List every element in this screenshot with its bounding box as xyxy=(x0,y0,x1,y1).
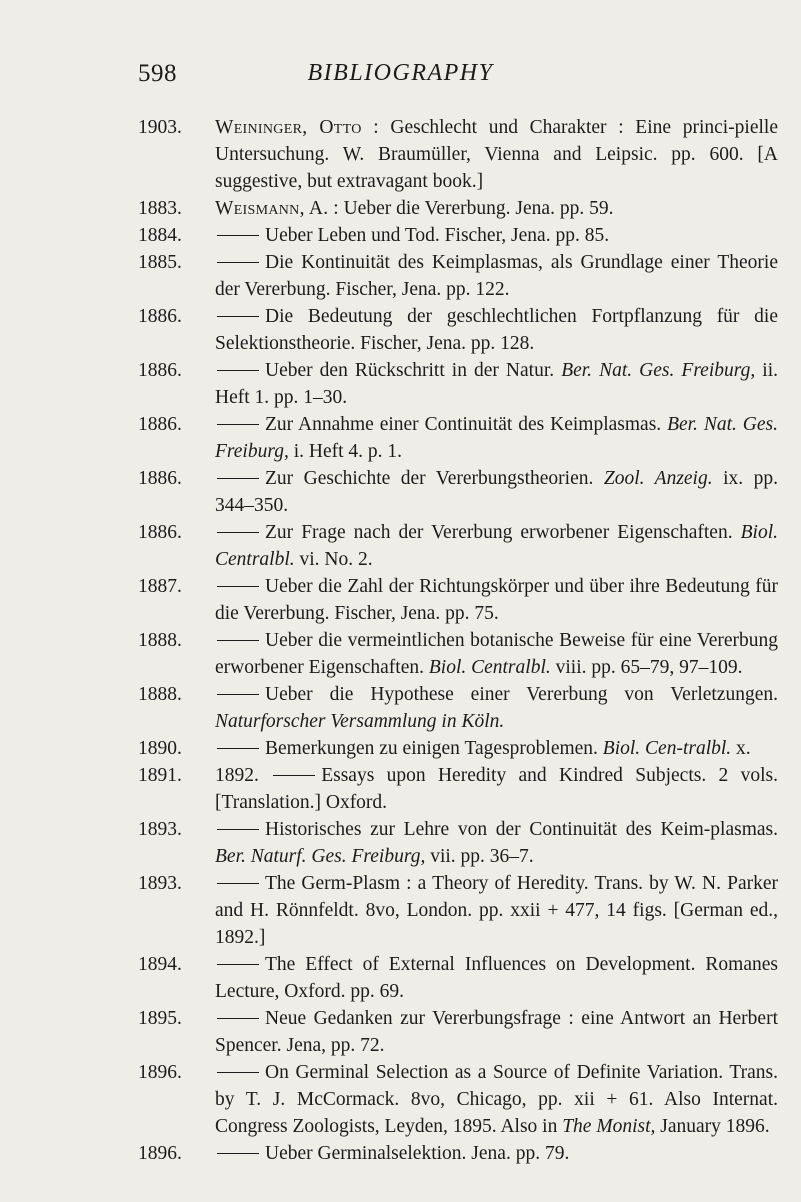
ditto-dash xyxy=(217,235,259,236)
bibliography-entry xyxy=(138,681,778,735)
entry-text xyxy=(215,114,778,195)
entry-journal: Zool. Anzeig. xyxy=(603,468,713,489)
entry-title: Essays upon Heredity and Kindred Subjects. 2 vols. [Translation.] Oxford. xyxy=(215,765,778,813)
entry-title: Zur Annahme einer Continuität des Keimplasmas. xyxy=(265,414,662,435)
entry-year: 1883. xyxy=(138,198,182,219)
entry-year: 1886. xyxy=(138,522,182,543)
entry-journal: Biol. Centralbl. xyxy=(428,657,551,678)
entry-journal: Biol. Cen-tralbl. xyxy=(602,738,732,759)
author-separator: : xyxy=(328,198,344,219)
entry-year: 1895. xyxy=(138,1008,182,1029)
entry-title: Ueber die Vererbung. Jena. pp. 59. xyxy=(343,198,614,219)
ditto-dash xyxy=(217,694,259,695)
entry-details: viii. pp. 65–79, 97–109. xyxy=(550,657,743,678)
entry-title: Ueber die Zahl der Richtungskörper und über ihre Bedeutung für die Vererbung. Fischer, Jena. pp. 75. xyxy=(215,576,778,624)
entry-details: vii. pp. 36–7. xyxy=(425,846,534,867)
ditto-dash xyxy=(217,532,259,533)
entry-title: Die Kontinuität des Keimplasmas, als Grundlage einer Theorie der Vererbung. Fischer, Jena. pp. 122. xyxy=(215,252,778,300)
bibliography-entry xyxy=(138,249,778,303)
ditto-dash xyxy=(217,262,259,263)
bibliography-entry xyxy=(138,870,778,951)
entry-year: 1885. xyxy=(138,252,182,273)
entry-author: Weininger, Otto xyxy=(215,117,362,138)
bibliography-entry xyxy=(138,411,778,465)
bibliography-entry xyxy=(138,465,778,519)
entry-journal: Ber. Naturf. Ges. Freiburg, xyxy=(215,846,426,867)
entry-title: Zur Geschichte der Vererbungstheorien. xyxy=(265,468,594,489)
ditto-dash xyxy=(217,1018,259,1019)
bibliography-entry xyxy=(138,627,778,681)
entry-title: Die Bedeutung der geschlechtlichen Fortpflanzung für die Selektionstheorie. Fischer, Jena. pp. 128. xyxy=(215,306,778,354)
entry-title: Ueber die Hypothese einer Vererbung von Verletzungen. xyxy=(265,684,778,705)
bibliography-entry xyxy=(138,1140,778,1167)
bibliography-list xyxy=(138,114,778,1167)
entry-title: Bemerkungen zu einigen Tagesproblemen. xyxy=(265,738,598,759)
entry-details: vi. No. 2. xyxy=(294,549,373,570)
ditto-dash xyxy=(217,640,259,641)
ditto-dash xyxy=(217,1153,259,1154)
ditto-dash xyxy=(217,829,259,830)
entry-title: The Germ-Plasm : a Theory of Heredity. Trans. by W. N. Parker and H. Rönnfeldt. 8vo, London. pp. xxii + 477, 14 figs. [German ed., 1892.] xyxy=(215,873,778,948)
ditto-dash xyxy=(217,478,259,479)
entry-title: Neue Gedanken zur Vererbungsfrage : eine Antwort an Herbert Spencer. Jena, pp. 72. xyxy=(215,1008,778,1056)
ditto-dash xyxy=(217,964,259,965)
entry-year: 1903. xyxy=(138,117,182,138)
entry-text xyxy=(215,1005,778,1059)
ditto-dash xyxy=(217,1072,259,1073)
entry-text xyxy=(215,816,778,870)
entry-author: Weismann, A. xyxy=(215,198,329,219)
entry-year: 1888. xyxy=(138,630,182,651)
bibliography-entry xyxy=(138,1005,778,1059)
entry-year: 1888. xyxy=(138,684,182,705)
bibliography-entry xyxy=(138,735,778,762)
entry-year: 1894. xyxy=(138,954,182,975)
entry-title: Ueber Leben und Tod. Fischer, Jena. pp. 85. xyxy=(265,225,610,246)
running-head-title: BIBLIOGRAPHY xyxy=(307,60,494,86)
entry-extra-year: 1892. xyxy=(215,765,272,786)
bibliography-entry xyxy=(138,816,778,870)
entry-year: 1893. xyxy=(138,873,182,894)
entry-title: Ueber Germinalselektion. Jena. pp. 79. xyxy=(265,1143,570,1164)
bibliography-entry xyxy=(138,1059,778,1140)
entry-text xyxy=(215,1140,778,1167)
entry-title: The Effect of External Influences on Development. Romanes Lecture, Oxford. pp. 69. xyxy=(215,954,778,1002)
bibliography-entry xyxy=(138,951,778,1005)
entry-text xyxy=(215,303,778,357)
bibliography-entry xyxy=(138,519,778,573)
entry-text xyxy=(215,357,778,411)
entry-title: Zur Frage nach der Vererbung erworbener Eigenschaften. xyxy=(265,522,733,543)
entry-details: January 1896. xyxy=(655,1116,770,1137)
entry-text xyxy=(215,222,778,249)
bibliography-entry xyxy=(138,222,778,249)
entry-text xyxy=(215,249,778,303)
page-number: 598 xyxy=(138,60,177,87)
entry-year: 1891. xyxy=(138,765,182,786)
ditto-dash xyxy=(273,775,315,776)
bibliography-entry xyxy=(138,114,778,195)
ditto-dash xyxy=(217,586,259,587)
bibliography-entry xyxy=(138,573,778,627)
bibliography-entry xyxy=(138,303,778,357)
entry-text xyxy=(215,573,778,627)
entry-year: 1896. xyxy=(138,1062,182,1083)
ditto-dash xyxy=(217,316,259,317)
entry-text xyxy=(215,870,778,951)
entry-title: Historisches zur Lehre von der Continuität des Keim-plasmas. xyxy=(265,819,778,840)
entry-journal: Biol. Centralbl. xyxy=(215,522,779,570)
entry-year: 1886. xyxy=(138,468,182,489)
entry-text xyxy=(215,411,778,465)
ditto-dash xyxy=(217,370,259,371)
entry-details: ii. Heft 1. pp. 1–30. xyxy=(215,360,778,408)
ditto-dash xyxy=(217,424,259,425)
bibliography-entry xyxy=(138,762,778,816)
entry-title: Ueber den Rückschritt in der Natur. xyxy=(265,360,555,381)
entry-text xyxy=(215,762,778,816)
entry-journal: Naturforscher Versammlung in Köln. xyxy=(215,711,505,732)
ditto-dash xyxy=(217,883,259,884)
entry-title: Ueber die vermeintlichen botanische Beweise für eine Vererbung erworbener Eigenschaften. xyxy=(215,630,778,678)
entry-journal: Ber. Nat. Ges. Freiburg, xyxy=(561,360,756,381)
entry-text xyxy=(215,951,778,1005)
entry-details: x. xyxy=(731,738,751,759)
entry-year: 1893. xyxy=(138,819,182,840)
entry-details: i. Heft 4. p. 1. xyxy=(288,441,403,462)
bibliography-entry xyxy=(138,357,778,411)
entry-text xyxy=(215,735,778,762)
bibliography-entry xyxy=(138,195,778,222)
entry-text xyxy=(215,465,778,519)
entry-text xyxy=(215,195,778,222)
entry-year: 1886. xyxy=(138,306,182,327)
entry-journal: The Monist, xyxy=(562,1116,656,1137)
entry-text xyxy=(215,1059,778,1140)
entry-year: 1886. xyxy=(138,414,182,435)
ditto-dash xyxy=(217,748,259,749)
entry-details: ix. pp. 344–350. xyxy=(215,468,779,516)
entry-title: On Germinal Selection as a Source of Definite Variation. Trans. by T. J. McCormack. 8vo, Chicago, pp. xii + 61. Also Internat. Congress Zoologists, Leyden, 1895. Also in xyxy=(215,1062,778,1137)
entry-year: 1890. xyxy=(138,738,182,759)
entry-title: Geschlecht und Charakter : Eine princi-pielle Untersuchung. W. Braumüller, Vienna and Leipsic. pp. 600. [A suggestive, but extravagant book.] xyxy=(215,117,778,192)
author-separator: : xyxy=(361,117,391,138)
entry-text xyxy=(215,519,778,573)
entry-year: 1896. xyxy=(138,1143,182,1164)
entry-year: 1887. xyxy=(138,576,182,597)
entry-journal: Ber. Nat. Ges. Freiburg, xyxy=(215,414,778,462)
entry-year: 1886. xyxy=(138,360,182,381)
entry-year: 1884. xyxy=(138,225,182,246)
entry-text xyxy=(215,681,778,735)
entry-text xyxy=(215,627,778,681)
